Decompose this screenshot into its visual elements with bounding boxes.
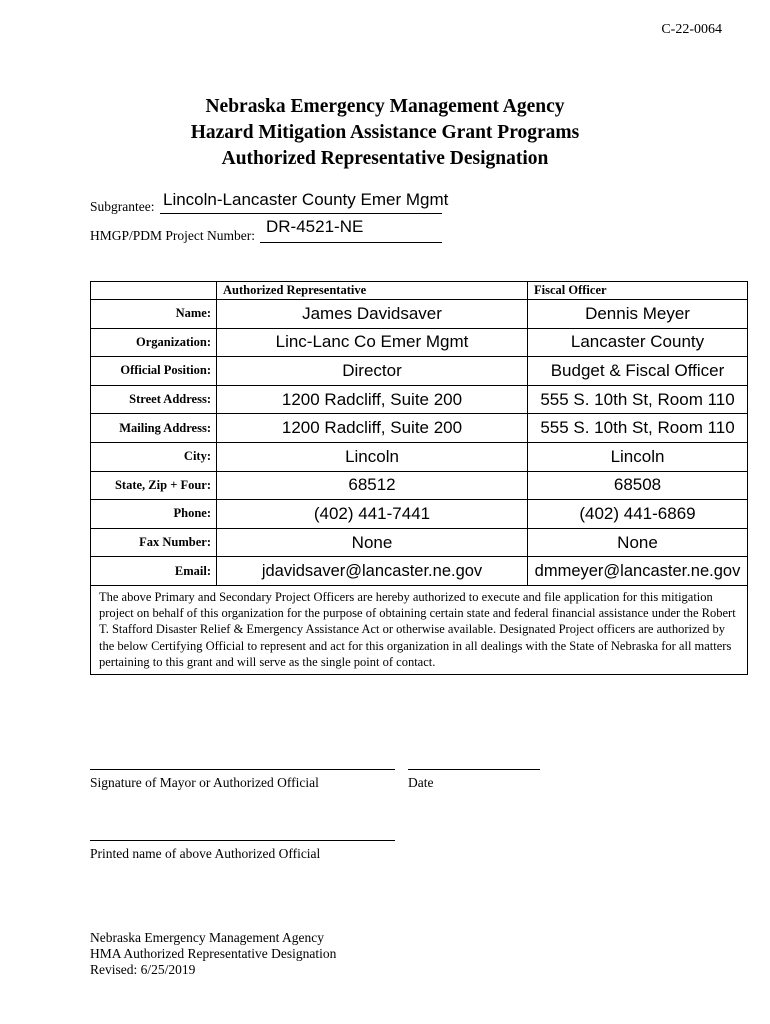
row-phone xyxy=(91,500,748,529)
fiscal-city-field[interactable]: Lincoln xyxy=(528,442,748,471)
title-form: Authorized Representative Designation xyxy=(221,148,549,169)
row-label: Email: xyxy=(91,557,217,586)
date-line[interactable] xyxy=(408,769,540,770)
project-number-label: HMGP/PDM Project Number: xyxy=(90,228,255,243)
footer xyxy=(90,930,336,978)
row-mailing-address xyxy=(91,414,748,443)
row-label: Official Position: xyxy=(91,357,217,386)
row-email xyxy=(91,557,748,586)
project-number-line xyxy=(260,242,442,243)
title-agency: Nebraska Emergency Management Agency xyxy=(205,96,565,117)
fiscal-name-field[interactable]: Dennis Meyer xyxy=(528,300,748,329)
fiscal-fax-field[interactable]: None xyxy=(528,528,748,557)
footer-agency: Nebraska Emergency Management Agency xyxy=(90,930,325,945)
rep-zip-field[interactable]: 68512 xyxy=(217,471,528,500)
subgrantee-label: Subgrantee: xyxy=(90,199,155,214)
row-label: State, Zip + Four: xyxy=(91,471,217,500)
fiscal-zip-field[interactable]: 68508 xyxy=(528,471,748,500)
row-label: Mailing Address: xyxy=(91,414,217,443)
date-label: Date xyxy=(408,775,434,790)
row-official-position xyxy=(91,357,748,386)
header-authorized-representative: Authorized Representative xyxy=(217,282,528,300)
rep-city-field[interactable]: Lincoln xyxy=(217,442,528,471)
rep-fax-field[interactable]: None xyxy=(217,528,528,557)
row-city xyxy=(91,442,748,471)
fiscal-email-field[interactable]: dmmeyer@lancaster.ne.gov xyxy=(528,557,748,586)
footer-form-name: HMA Authorized Representative Designation xyxy=(90,946,337,961)
signature-label: Signature of Mayor or Authorized Official xyxy=(90,775,319,790)
rep-organization-field[interactable]: Linc-Lanc Co Emer Mgmt xyxy=(217,328,528,357)
fiscal-phone-field[interactable]: (402) 441-6869 xyxy=(528,500,748,529)
table-header-row xyxy=(91,282,748,300)
rep-email-field[interactable]: jdavidsaver@lancaster.ne.gov xyxy=(217,557,528,586)
row-label: Fax Number: xyxy=(91,528,217,557)
row-label: Street Address: xyxy=(91,385,217,414)
project-number-field[interactable]: DR-4521-NE xyxy=(266,217,364,236)
rep-position-field[interactable]: Director xyxy=(217,357,528,386)
authorization-paragraph: The above Primary and Secondary Project Officers are hereby authorized to execute and file application for this mitigation project on behalf of this organization for the purpose of obtaining certain state and federal financial assistance under the Robert T. Stafford Disaster Relief & Emergency Assistance Act or otherwise available. Designated Project officers are authorized by the below Certifying Official to represent and act for this organization in all dealings with the State of Nebraska for all matters pertaining to this grant and will serve as the single point of contact. xyxy=(91,585,748,674)
header-fiscal-officer: Fiscal Officer xyxy=(528,282,748,300)
rep-name-field[interactable]: James Davidsaver xyxy=(217,300,528,329)
row-label: Organization: xyxy=(91,328,217,357)
row-organization xyxy=(91,328,748,357)
title-program: Hazard Mitigation Assistance Grant Programs xyxy=(190,122,580,143)
fiscal-organization-field[interactable]: Lancaster County xyxy=(528,328,748,357)
subgrantee-field[interactable]: Lincoln-Lancaster County Emer Mgmt xyxy=(163,190,449,209)
fiscal-mailing-address-field[interactable]: 555 S. 10th St, Room 110 xyxy=(528,414,748,443)
row-authorization-text xyxy=(91,585,748,674)
header-blank-cell xyxy=(91,282,217,300)
signature-line[interactable] xyxy=(90,769,395,770)
row-name xyxy=(91,300,748,329)
row-label: City: xyxy=(91,442,217,471)
row-state-zip xyxy=(91,471,748,500)
fiscal-street-address-field[interactable]: 555 S. 10th St, Room 110 xyxy=(528,385,748,414)
representative-table xyxy=(90,281,748,675)
printed-name-line[interactable] xyxy=(90,840,395,841)
row-label: Name: xyxy=(91,300,217,329)
row-fax xyxy=(91,528,748,557)
rep-street-address-field[interactable]: 1200 Radcliff, Suite 200 xyxy=(217,385,528,414)
rep-phone-field[interactable]: (402) 441-7441 xyxy=(217,500,528,529)
rep-mailing-address-field[interactable]: 1200 Radcliff, Suite 200 xyxy=(217,414,528,443)
printed-name-label: Printed name of above Authorized Official xyxy=(90,846,321,861)
footer-revised-date: Revised: 6/25/2019 xyxy=(90,962,196,977)
document-number: C-22-0064 xyxy=(661,22,722,37)
row-label: Phone: xyxy=(91,500,217,529)
subgrantee-line xyxy=(160,213,442,214)
row-street-address xyxy=(91,385,748,414)
fiscal-position-field[interactable]: Budget & Fiscal Officer xyxy=(528,357,748,386)
